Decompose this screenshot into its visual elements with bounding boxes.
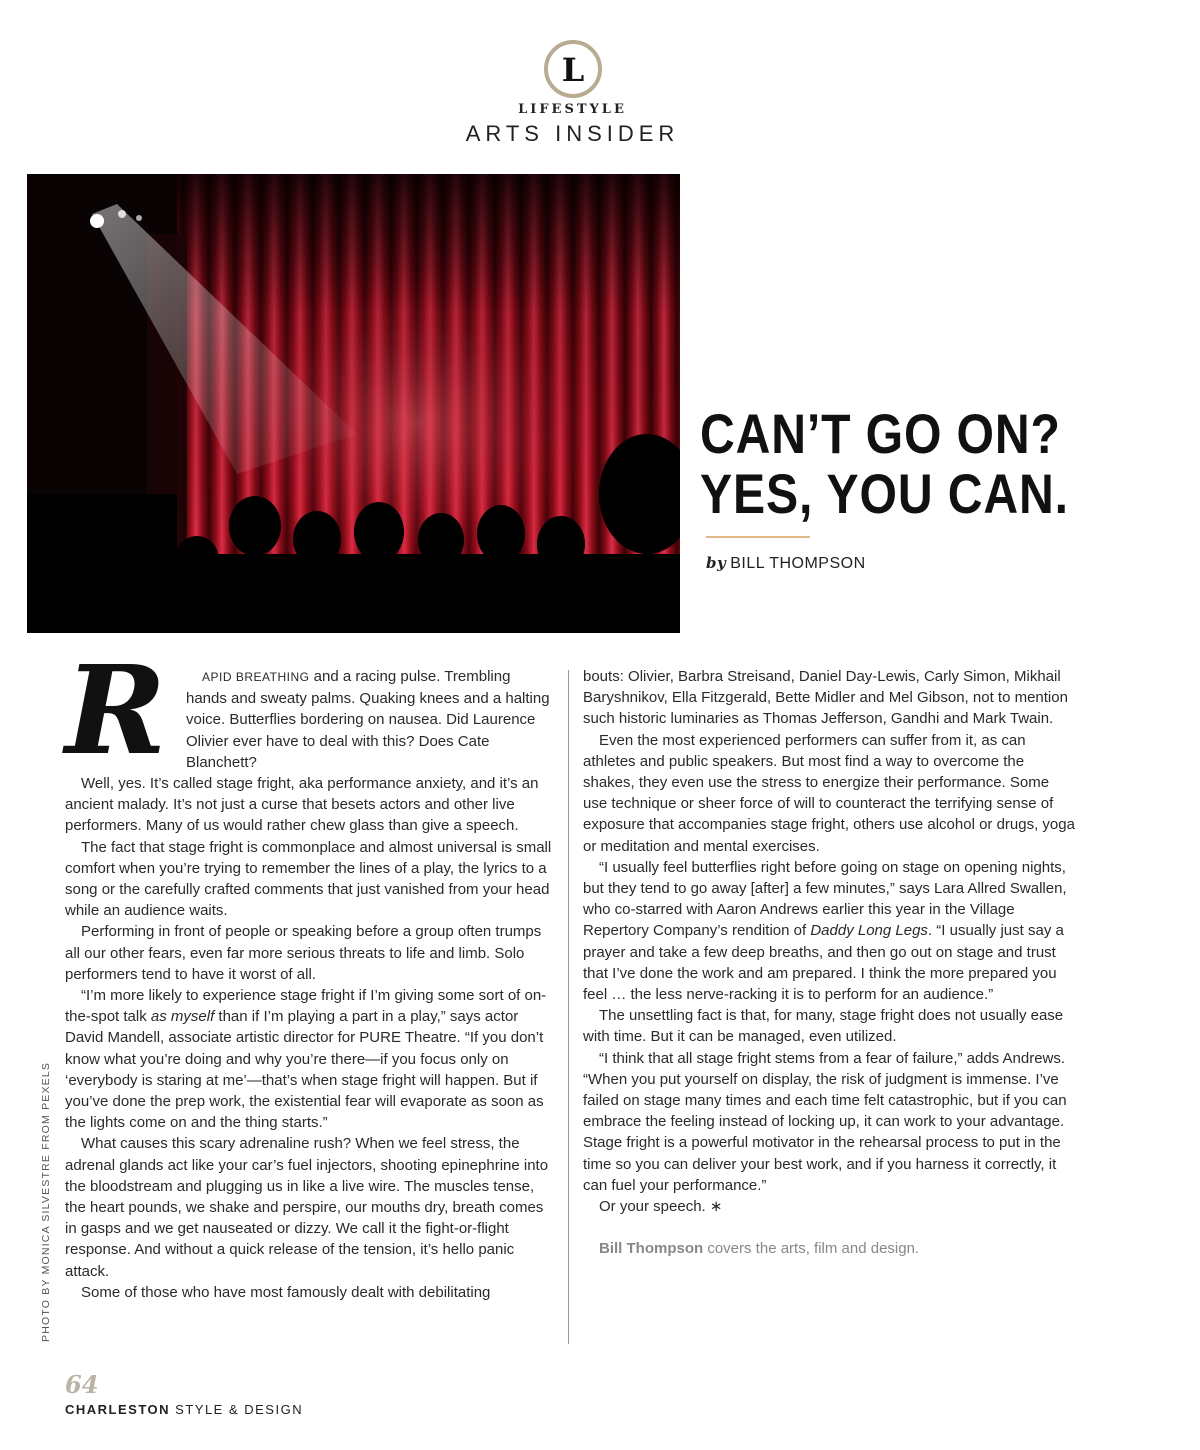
bio-rest: covers the arts, film and design. — [703, 1240, 920, 1258]
lead-paragraph — [65, 638, 555, 782]
section-kicker: LIFESTYLE — [518, 102, 627, 117]
paragraph-10: The unsettling fact is that, for many, stage fright does not usually ease with time. But it can be managed, even utilized. — [583, 1007, 1064, 1046]
curtain-illustration — [27, 174, 680, 633]
paragraph-4: Performing in front of people or speaking before a group often trumps all our other fears, even far more serious threats to life and limb. Solo performers tend to have it worst of all. — [65, 923, 542, 983]
paragraph-11: “I think that all stage fright stems from a fear of failure,” adds Andrews. “When you put yourself on display, the risk of judgment is immense. I’ve failed on stage many times and each time felt catastrophic, but if you can embrace the feeling instead of locking up, it can work to your advantage. Stage fright is a powerful motivator in the rehearsal process to put in the time so you can deliver your best work, and if you harness it correctly, it can fuel your performance.” — [583, 1049, 1067, 1194]
headline-divider — [706, 536, 810, 538]
lifestyle-logo — [544, 40, 602, 98]
p9-emphasis: Daddy Long Legs — [810, 922, 928, 940]
article-headline — [700, 402, 1069, 525]
paragraph-8: Even the most experienced performers can suffer from it, as can athletes and public speakers. But most find a way to overcome the shakes, they even use the stress to energize their performance. Some use technique or sheer force of will to counteract the terrifying sense of exposure that accompanies stage fright, others use alcohol or drugs, yoga or meditation and mental exercises. — [583, 731, 1075, 855]
p5-part-a: “I’m more likely to experience stage fright if I’m giving some sort of on-the-spot talk — [65, 987, 547, 1026]
paragraph-12: Or your speech. ∗ — [599, 1198, 723, 1216]
author-bio — [583, 1238, 1075, 1259]
hero-photo-theatre-curtain — [27, 174, 680, 633]
lead-text — [186, 666, 555, 773]
headline-line-2: YES, YOU CAN. — [700, 462, 1069, 525]
drop-cap: R — [65, 638, 165, 782]
paragraph-6: What causes this scary adrenaline rush? When we feel stress, the adrenal glands act like your car’s fuel injectors, shooting epinephrine into the bloodstream and plugging us in like a live wire. The muscles tense, the heart pounds, we shake and perspire, our mouths dry, breath comes in gasps and we get nauseated or dizzy. We call it the fight-or-flight response. And without a quick release of the tension, it’s hello panic attack. — [65, 1135, 549, 1280]
footer-brand — [65, 1402, 303, 1417]
section-title: ARTS INSIDER — [465, 121, 680, 146]
bio-name: Bill Thompson — [599, 1240, 704, 1258]
lead-smallcaps: APID BREATHING — [202, 670, 310, 684]
headline-line-1: CAN’T GO ON? — [700, 402, 1061, 465]
p5-emphasis: as myself — [150, 1008, 215, 1026]
p9-part-b: . “I usually just say a prayer and take a few deep breaths, and then go out on stage and trust that I’ve done the work and am prepared. I think the more prepared you feel … the less nerve-racking it is to perform for an audience.” — [583, 922, 1064, 1004]
footer-brand-bold: CHARLESTON — [65, 1402, 171, 1417]
paragraph-9 — [583, 857, 1075, 1005]
page-number: 64 — [65, 1370, 99, 1399]
paragraph-3: The fact that stage fright is commonplace and almost universal is small comfort when you’re trying to remember the lines of a play, the lyrics to a song or the carefully crafted comments that just vanished from your head while an audience waits. — [65, 838, 552, 920]
article-column-left — [65, 638, 555, 1303]
article-column-right — [583, 666, 1075, 1259]
footer-brand-rest: STYLE & DESIGN — [170, 1402, 304, 1417]
lead-rest: and a racing pulse. Trembling hands and sweaty palms. Quaking knees and a halting voice. Butterflies bordering on nausea. Did Laurence Olivier ever have to deal with this? Does Cate Blanchett? — [186, 668, 550, 771]
paragraph-2: Well, yes. It’s called stage fright, aka performance anxiety, and it’s an ancient malady. It’s not just a curse that besets actors and other live performers. Many of us would rather chew glass than give a speech. — [65, 775, 539, 835]
column-divider — [568, 670, 569, 1344]
byline-by: by — [706, 554, 727, 572]
photo-credit: PHOTO BY MONICA SILVESTRE FROM PEXELS — [40, 1061, 52, 1342]
byline-author: BILL THOMPSON — [730, 555, 866, 572]
p5-part-b: than if I’m playing a part in a play,” says actor David Mandell, associate artistic director for PURE Theatre. “If you don’t know what you’re doing and why you’re there—if you focus only on ‘everybody is staring at me’—that’s when stage fright will happen. But if you’ve done the prep work, the existential fear will evaporate as soon as the lights come on and the thing starts.” — [65, 1008, 544, 1132]
paragraph-7-end: bouts: Olivier, Barbra Streisand, Daniel Day-Lewis, Carly Simon, Mikhail Baryshnikov, Ella Fitzgerald, Bette Midler and Mel Gibson, not to mention such historic luminaries as Thomas Jefferson, Gandhi and Mark Twain. — [583, 668, 1068, 728]
paragraph-7-start: Some of those who have most famously dealt with debilitating — [81, 1283, 491, 1301]
byline — [706, 554, 866, 573]
p9-part-a: “I usually feel butterflies right before going on stage on opening nights, but they tend to go away [after] a few minutes,” says Lara Allred Swallen, who co-starred with Aaron Andrews earlier this year in the Village Repertory Company’s rendition of — [583, 858, 1067, 940]
paragraph-5 — [65, 985, 555, 1133]
logo-letter: L — [561, 51, 585, 89]
